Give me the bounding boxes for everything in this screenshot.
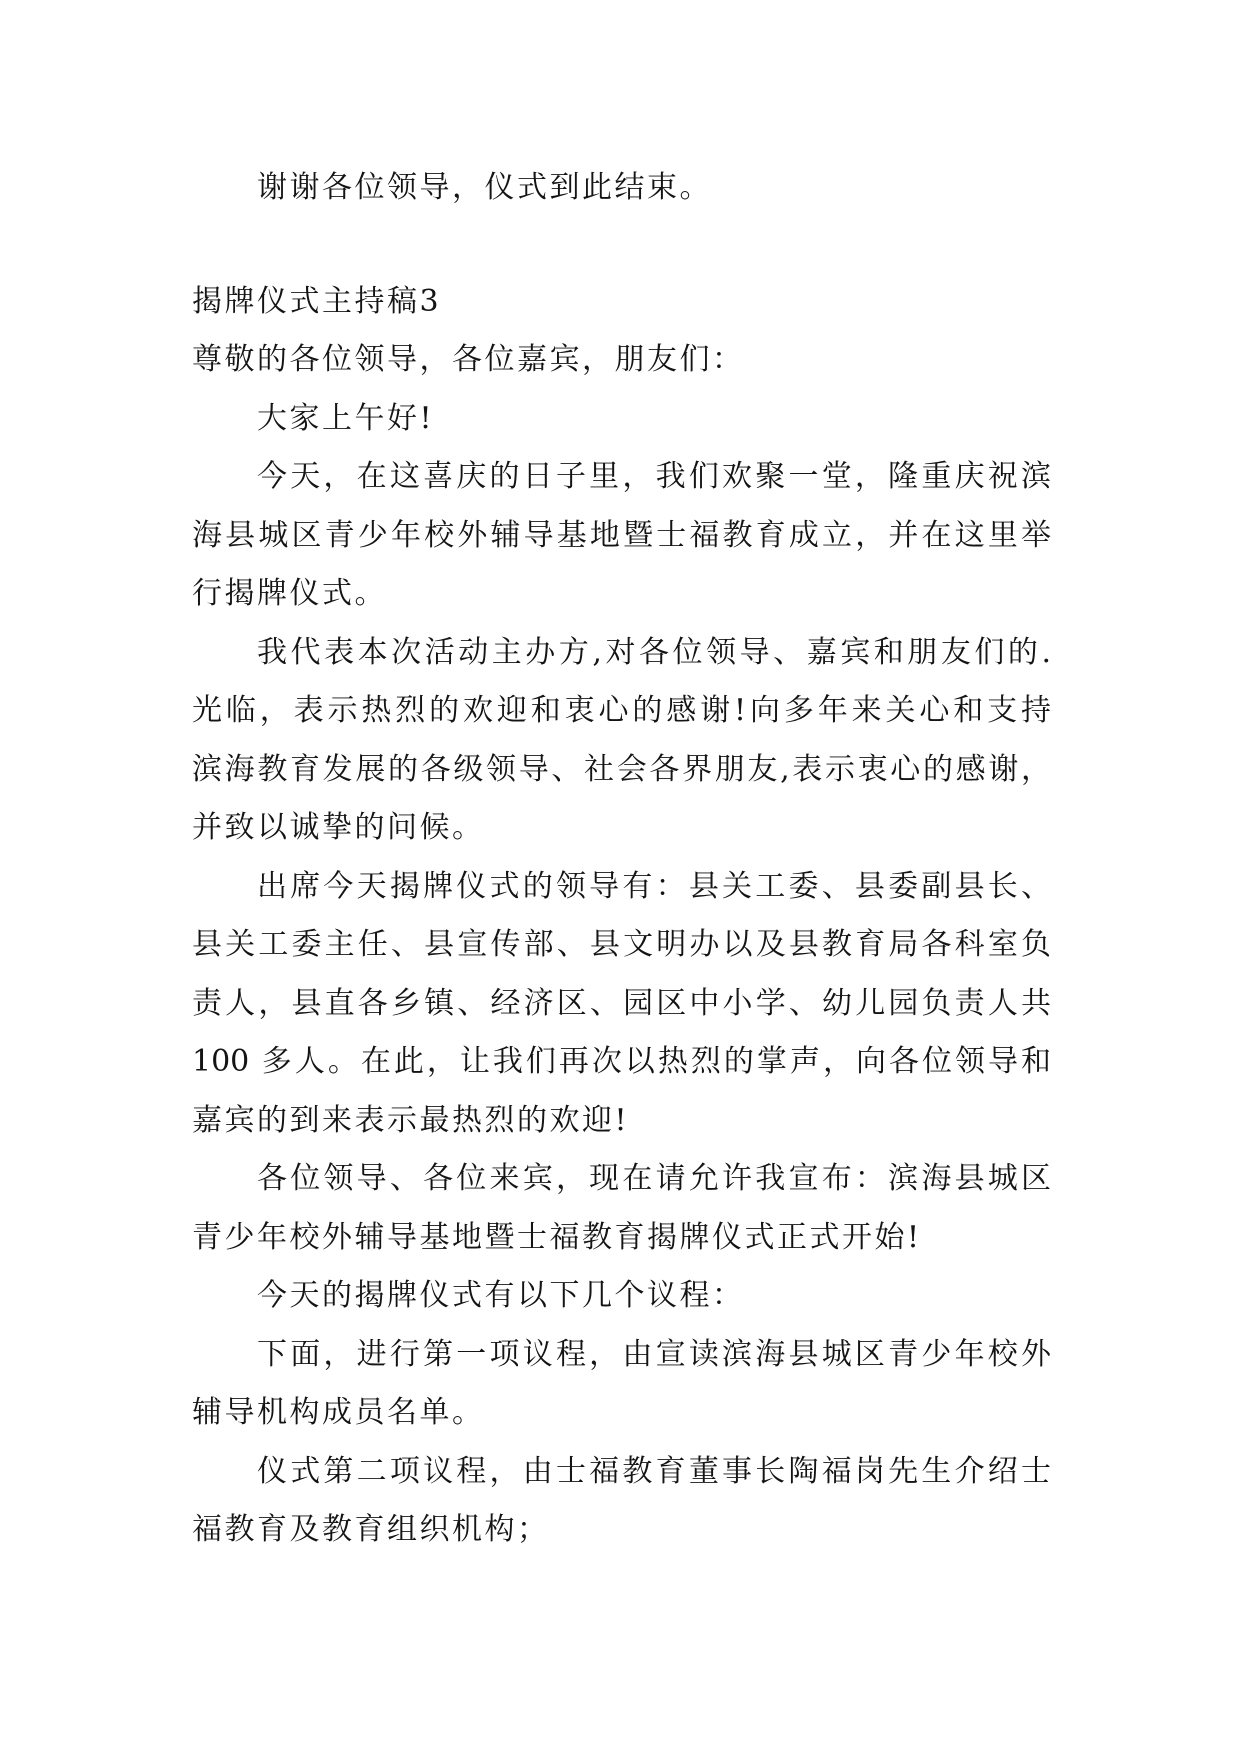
paragraph-line: 下面，进行第一项议程，由宣读滨海县城区青少年校外 — [257, 1336, 1051, 1372]
paragraph-line: 福教育及教育组织机构； — [192, 1512, 550, 1548]
paragraph-line: 行揭牌仪式。 — [192, 576, 387, 612]
paragraph-line: 青少年校外辅导基地暨士福教育揭牌仪式正式开始! — [192, 1219, 922, 1255]
paragraph-line: 今天，在这喜庆的日子里，我们欢聚一堂，隆重庆祝滨 — [257, 459, 1051, 495]
closing-line: 谢谢各位领导，仪式到此结束。 — [257, 169, 712, 205]
paragraph-line: 我代表本次活动主办方,对各位领导、嘉宾和朋友们的. — [257, 634, 1051, 670]
paragraph-line: 县关工委主任、县宣传部、县文明办以及县教育局各科室负 — [192, 927, 1051, 963]
paragraph-thanks — [192, 624, 1051, 858]
paragraph-line: 仪式第二项议程，由士福教育董事长陶福岗先生介绍士 — [257, 1453, 1051, 1489]
paragraph-agenda-item-1 — [192, 1326, 1051, 1443]
paragraph-opening — [192, 448, 1051, 624]
paragraph-line: 各位领导、各位来宾，现在请允许我宣布：滨海县城区 — [257, 1161, 1051, 1197]
paragraph-line: 大家上午好! — [257, 400, 435, 436]
document-title: 揭牌仪式主持稿3 — [192, 283, 442, 319]
paragraph-agenda-intro — [192, 1267, 1051, 1326]
paragraph-line: 辅导机构成员名单。 — [192, 1395, 485, 1431]
paragraph-greeting — [192, 390, 1051, 449]
paragraph-line: 光临，表示热烈的欢迎和衷心的感谢!向多年来关心和支持 — [192, 693, 1051, 729]
paragraph-attendees — [192, 858, 1051, 1151]
paragraph-line: 滨海教育发展的各级领导、社会各界朋友,表示衷心的感谢， — [192, 751, 1051, 787]
paragraph-agenda-item-2 — [192, 1443, 1051, 1560]
salutation: 尊敬的各位领导，各位嘉宾，朋友们： — [192, 342, 745, 378]
paragraph-line: 并致以诚挚的问候。 — [192, 810, 485, 846]
paragraph-line: 嘉宾的到来表示最热烈的欢迎! — [192, 1102, 630, 1138]
document-body — [192, 273, 1051, 1560]
paragraph-announcement — [192, 1150, 1051, 1267]
paragraph-line: 海县城区青少年校外辅导基地暨士福教育成立，并在这里举 — [192, 517, 1051, 553]
paragraph-line: 出席今天揭牌仪式的领导有：县关工委、县委副县长、 — [257, 868, 1051, 904]
paragraph-line: 100 多人。在此，让我们再次以热烈的掌声，向各位领导和 — [192, 1044, 1051, 1080]
paragraph-line: 今天的揭牌仪式有以下几个议程： — [257, 1278, 745, 1314]
paragraph-line: 责人，县直各乡镇、经济区、园区中小学、幼儿园负责人共 — [192, 985, 1051, 1021]
